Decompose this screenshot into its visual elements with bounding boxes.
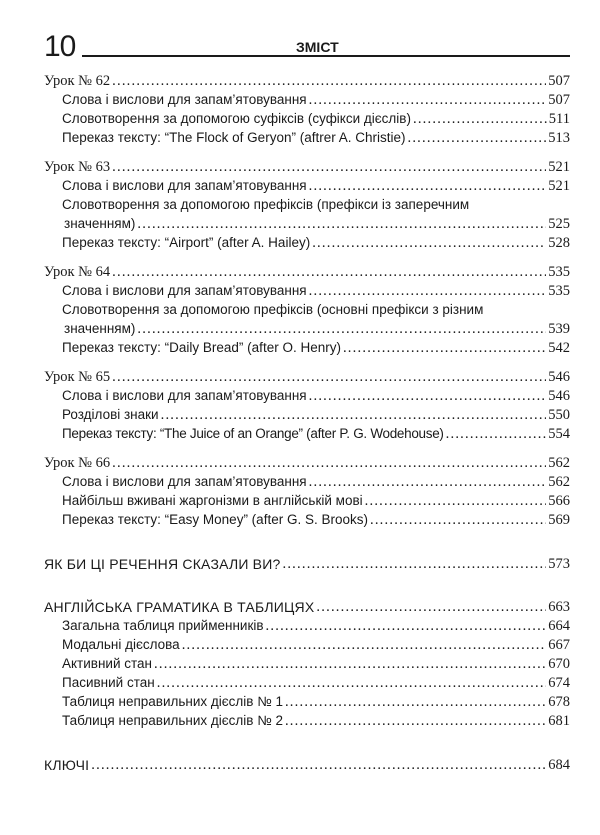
toc-subentry[interactable] (62, 490, 570, 510)
toc-section-keys[interactable] (44, 754, 570, 774)
dot-leader (309, 91, 547, 109)
dot-leader (137, 215, 546, 233)
toc-subentry-title: значенням) (64, 216, 136, 231)
toc-subentry[interactable] (62, 213, 570, 233)
dot-leader (285, 712, 546, 730)
toc-subentry-page: 535 (548, 283, 570, 299)
toc-subentry[interactable] (62, 280, 570, 300)
dot-leader (266, 617, 547, 635)
toc-subentry-title: Загальна таблиця прийменників (62, 618, 264, 633)
toc-subentry-title: Слова і вислови для запам’ятовування (62, 92, 307, 107)
toc-subentry-title: Розділові знаки (62, 407, 159, 422)
dot-leader (413, 110, 547, 128)
toc-entry-title: Урок № 65 (44, 369, 111, 385)
toc-entry-title: Урок № 62 (44, 73, 111, 89)
toc-subentry-title: значенням) (64, 321, 136, 336)
toc-section-page: 663 (548, 599, 570, 615)
toc-subentry-page: 667 (548, 637, 570, 653)
page-number: 10 (44, 30, 76, 63)
toc-subentry[interactable] (62, 710, 570, 730)
toc-subentry-title: Слова і вислови для запам’ятовування (62, 474, 307, 489)
toc-subentry[interactable] (62, 404, 570, 424)
toc-subentry-page: 546 (548, 388, 570, 404)
toc-section-title: АНГЛІЙСЬКА ГРАМАТИКА В ТАБЛИЦЯХ (44, 599, 315, 615)
toc-subentry-title: Модальні дієслова (62, 637, 180, 652)
toc-subentry-page: 550 (548, 407, 570, 423)
toc-subentry[interactable] (62, 127, 570, 147)
toc-subentry-title: Переказ тексту: “Easy Money” (after G. S. Brooks) (62, 512, 368, 527)
dot-leader (343, 339, 546, 357)
toc-subentry-page: 507 (548, 92, 570, 108)
toc-subentry-title: Таблиця неправильних дієслів № 2 (62, 713, 283, 728)
toc-subentry[interactable] (62, 337, 570, 357)
dot-leader (112, 454, 546, 472)
toc-subentry[interactable] (62, 672, 570, 692)
toc-entry-page: 562 (548, 455, 570, 471)
toc-entry-page: 535 (548, 264, 570, 280)
toc-entry-lesson-65[interactable] (44, 366, 570, 386)
toc-entry-title: Урок № 66 (44, 455, 111, 471)
toc-section-title: ЯК БИ ЦІ РЕЧЕННЯ СКАЗАЛИ ВИ? (44, 556, 281, 572)
toc-subentry-title: Слова і вислови для запам’ятовування (62, 388, 307, 403)
toc-entry-lesson-64[interactable] (44, 261, 570, 281)
dot-leader (157, 674, 547, 692)
toc-subentry-title: Слова і вислови для запам’ятовування (62, 283, 307, 298)
toc-subentry-page: 681 (548, 713, 570, 729)
toc-subentry-page: 542 (548, 340, 570, 356)
toc-subentry-title: Таблиця неправильних дієслів № 1 (62, 694, 283, 709)
toc-section-grammar-tables[interactable] (44, 596, 570, 616)
toc-subentry-title: Переказ тексту: “The Flock of Geryon” (aftrer A. Christie) (62, 130, 406, 145)
toc-section-how-would-you-say[interactable] (44, 553, 570, 573)
toc-subentry[interactable] (62, 385, 570, 405)
toc-subentry[interactable] (62, 634, 570, 654)
page-title: ЗМІСТ (296, 39, 339, 55)
toc-subentry-page: 528 (548, 235, 570, 251)
dot-leader (309, 282, 547, 300)
toc-entry-lesson-62[interactable] (44, 70, 570, 90)
toc-subentry-page: 525 (548, 216, 570, 232)
toc-entry-lesson-66[interactable] (44, 452, 570, 472)
toc-section-title: КЛЮЧІ (44, 757, 90, 773)
toc-subentry-page: 670 (548, 656, 570, 672)
dot-leader (282, 555, 546, 573)
toc-subentry[interactable] (62, 691, 570, 711)
toc-entry-title: Урок № 63 (44, 159, 111, 175)
dot-leader (137, 320, 546, 338)
toc-subentry[interactable] (62, 615, 570, 635)
toc-entry-page: 521 (548, 159, 570, 175)
toc-subentry-title: Найбільш вживані жаргонізми в англійській мові (62, 493, 363, 508)
toc-subentry-page: 513 (548, 130, 570, 146)
toc-section-page: 573 (548, 556, 570, 572)
toc-subentry-title: Пасивний стан (62, 675, 155, 690)
dot-leader (112, 72, 546, 90)
toc-subentry[interactable] (62, 318, 570, 338)
toc-subentry[interactable] (62, 175, 570, 195)
toc-subentry-title: Переказ тексту: “Airport” (after A. Hailey) (62, 235, 311, 250)
dot-leader (370, 511, 546, 529)
dot-leader (407, 129, 546, 147)
dot-leader (446, 425, 547, 443)
dot-leader (161, 406, 547, 424)
toc-entry-title: Урок № 64 (44, 264, 111, 280)
toc-subentry[interactable] (62, 471, 570, 491)
toc-subentry-title: Переказ тексту: “Daily Bread” (after O. Henry) (62, 340, 341, 355)
toc-subentry-page: 554 (548, 426, 570, 442)
dot-leader (154, 655, 546, 673)
toc-subentry-page: 674 (548, 675, 570, 691)
toc-subentry-title: Переказ тексту: “The Juice of an Orange” (after P. G. Wodehouse) (62, 426, 444, 441)
toc-subentry-page: 562 (548, 474, 570, 490)
dot-leader (112, 263, 546, 281)
toc-subentry-page: 569 (548, 512, 570, 528)
dot-leader (316, 598, 546, 616)
toc-subentry-page: 678 (548, 694, 570, 710)
toc-subentry[interactable] (62, 423, 570, 443)
toc-subentry-page: 511 (548, 111, 570, 127)
toc-subentry-page: 521 (548, 178, 570, 194)
dot-leader (112, 158, 546, 176)
toc-entry-page: 546 (548, 369, 570, 385)
dot-leader (365, 492, 547, 510)
toc-subentry-title: Слова і вислови для запам’ятовування (62, 178, 307, 193)
toc-section-page: 684 (548, 757, 570, 773)
toc-subentry[interactable] (62, 232, 570, 252)
dot-leader (312, 234, 546, 252)
toc-subentry[interactable] (62, 108, 570, 128)
toc-subentry-title: Словотворення за допомогою суфіксів (суфікси дієслів) (62, 111, 411, 126)
toc-entry-lesson-63[interactable] (44, 156, 570, 176)
toc-subentry-title: Активний стан (62, 656, 152, 671)
dot-leader (91, 756, 546, 774)
toc-subentry-page: 539 (548, 321, 570, 337)
dot-leader (112, 368, 546, 386)
toc-subentry[interactable] (62, 509, 570, 529)
dot-leader (309, 177, 547, 195)
dot-leader (309, 387, 547, 405)
dot-leader (182, 636, 547, 654)
toc-subentry-page: 566 (548, 493, 570, 509)
toc-subentry[interactable] (62, 653, 570, 673)
toc-subentry-title-line1: Словотворення за допомогою префіксів (основні префікси з різним (62, 302, 484, 317)
dot-leader (309, 473, 547, 491)
toc-subentry-title-line1: Словотворення за допомогою префіксів (префікси із заперечним (62, 197, 470, 212)
toc-subentry-page: 664 (548, 618, 570, 634)
toc-entry-page: 507 (548, 73, 570, 89)
toc-subentry[interactable] (62, 89, 570, 109)
dot-leader (285, 693, 546, 711)
